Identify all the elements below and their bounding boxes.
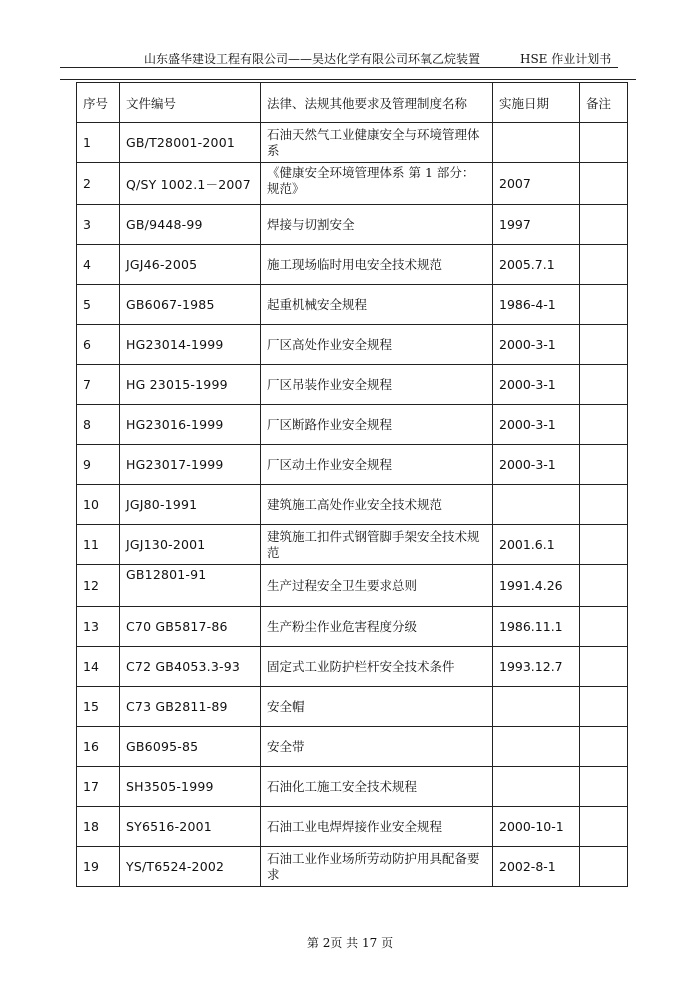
file-code: GB6067-1985 xyxy=(120,285,261,325)
row-number: 10 xyxy=(77,485,120,525)
column-header-regulation-name: 法律、法规其他要求及管理制度名称 xyxy=(261,83,493,123)
regulation-name: 施工现场临时用电安全技术规范 xyxy=(261,245,493,285)
table-row xyxy=(77,687,628,727)
row-number: 5 xyxy=(77,285,120,325)
file-code: GB12801-91 xyxy=(120,565,261,607)
regulation-name: 石油天然气工业健康安全与环境管理体系 xyxy=(261,123,493,163)
table-row xyxy=(77,163,628,205)
file-code: C70 GB5817-86 xyxy=(120,607,261,647)
row-number: 4 xyxy=(77,245,120,285)
effective-date xyxy=(493,687,580,727)
remark xyxy=(580,727,628,767)
table-row xyxy=(77,445,628,485)
page-header xyxy=(60,50,620,68)
effective-date: 2000-3-1 xyxy=(493,405,580,445)
table-header-row xyxy=(77,83,628,123)
remark xyxy=(580,687,628,727)
regulations-table xyxy=(76,82,628,887)
table-row xyxy=(77,123,628,163)
effective-date: 2002-8-1 xyxy=(493,847,580,887)
remark xyxy=(580,205,628,245)
row-number: 16 xyxy=(77,727,120,767)
remark xyxy=(580,847,628,887)
effective-date: 2000-3-1 xyxy=(493,365,580,405)
file-code: GB6095-85 xyxy=(120,727,261,767)
effective-date: 1986-4-1 xyxy=(493,285,580,325)
regulation-name: 石油工业作业场所劳动防护用具配备要求 xyxy=(261,847,493,887)
regulation-name: 起重机械安全规程 xyxy=(261,285,493,325)
table-row xyxy=(77,485,628,525)
file-code: Q/SY 1002.1－2007 xyxy=(120,163,261,205)
table-row xyxy=(77,767,628,807)
remark xyxy=(580,767,628,807)
header-company-project: 山东盛华建设工程有限公司——昊达化学有限公司环氧乙烷装置 xyxy=(144,52,481,66)
row-number: 17 xyxy=(77,767,120,807)
table-row xyxy=(77,325,628,365)
file-code: GB/T28001-2001 xyxy=(120,123,261,163)
remark xyxy=(580,485,628,525)
remark xyxy=(580,647,628,687)
row-number: 9 xyxy=(77,445,120,485)
remark xyxy=(580,807,628,847)
regulation-name: 固定式工业防护栏杆安全技术条件 xyxy=(261,647,493,687)
regulation-name: 生产粉尘作业危害程度分级 xyxy=(261,607,493,647)
table-row xyxy=(77,405,628,445)
table-row xyxy=(77,565,628,607)
file-code: C72 GB4053.3-93 xyxy=(120,647,261,687)
effective-date: 2005.7.1 xyxy=(493,245,580,285)
effective-date: 2001.6.1 xyxy=(493,525,580,565)
file-code: JGJ130-2001 xyxy=(120,525,261,565)
table-row xyxy=(77,807,628,847)
effective-date: 1991.4.26 xyxy=(493,565,580,607)
column-header-file-code: 文件编号 xyxy=(120,83,261,123)
remark xyxy=(580,163,628,205)
remark xyxy=(580,405,628,445)
regulation-name: 厂区断路作业安全规程 xyxy=(261,405,493,445)
file-code: JGJ80-1991 xyxy=(120,485,261,525)
regulation-name: 建筑施工扣件式钢管脚手架安全技术规范 xyxy=(261,525,493,565)
table-row xyxy=(77,205,628,245)
table-row xyxy=(77,245,628,285)
header-rule-secondary xyxy=(60,79,636,80)
regulation-name: 生产过程安全卫生要求总则 xyxy=(261,565,493,607)
file-code: JGJ46-2005 xyxy=(120,245,261,285)
table-row xyxy=(77,727,628,767)
remark xyxy=(580,245,628,285)
regulation-name: 建筑施工高处作业安全技术规范 xyxy=(261,485,493,525)
remark xyxy=(580,365,628,405)
row-number: 8 xyxy=(77,405,120,445)
table-row xyxy=(77,847,628,887)
file-code: YS/T6524-2002 xyxy=(120,847,261,887)
remark xyxy=(580,525,628,565)
row-number: 14 xyxy=(77,647,120,687)
file-code: HG 23015-1999 xyxy=(120,365,261,405)
row-number: 2 xyxy=(77,163,120,205)
regulation-name: 安全帽 xyxy=(261,687,493,727)
column-header-number: 序号 xyxy=(77,83,120,123)
column-header-effective-date: 实施日期 xyxy=(493,83,580,123)
remark xyxy=(580,285,628,325)
table-row xyxy=(77,647,628,687)
column-header-remark: 备注 xyxy=(580,83,628,123)
file-code: GB/9448-99 xyxy=(120,205,261,245)
regulation-name: 厂区吊装作业安全规程 xyxy=(261,365,493,405)
effective-date xyxy=(493,485,580,525)
effective-date xyxy=(493,727,580,767)
remark xyxy=(580,445,628,485)
file-code: HG23014-1999 xyxy=(120,325,261,365)
effective-date: 2007 xyxy=(493,163,580,205)
effective-date xyxy=(493,123,580,163)
regulation-name: 厂区动土作业安全规程 xyxy=(261,445,493,485)
header-document-title: HSE 作业计划书 xyxy=(520,52,612,66)
file-code: C73 GB2811-89 xyxy=(120,687,261,727)
row-number: 11 xyxy=(77,525,120,565)
file-code: HG23017-1999 xyxy=(120,445,261,485)
effective-date xyxy=(493,767,580,807)
effective-date: 2000-10-1 xyxy=(493,807,580,847)
table-row xyxy=(77,285,628,325)
row-number: 19 xyxy=(77,847,120,887)
row-number: 7 xyxy=(77,365,120,405)
regulation-name: 石油工业电焊焊接作业安全规程 xyxy=(261,807,493,847)
regulation-name: 焊接与切割安全 xyxy=(261,205,493,245)
row-number: 1 xyxy=(77,123,120,163)
effective-date: 1993.12.7 xyxy=(493,647,580,687)
regulation-name: 石油化工施工安全技术规程 xyxy=(261,767,493,807)
page-footer: 第 2页 共 17 页 xyxy=(306,936,394,950)
remark xyxy=(580,607,628,647)
regulation-name: 《健康安全环境管理体系 第 1 部分：规范》 xyxy=(261,163,493,205)
remark xyxy=(580,325,628,365)
table-row xyxy=(77,607,628,647)
row-number: 13 xyxy=(77,607,120,647)
row-number: 3 xyxy=(77,205,120,245)
header-rule xyxy=(60,67,618,68)
regulation-name: 安全带 xyxy=(261,727,493,767)
file-code: HG23016-1999 xyxy=(120,405,261,445)
effective-date: 2000-3-1 xyxy=(493,325,580,365)
row-number: 18 xyxy=(77,807,120,847)
remark xyxy=(580,565,628,607)
table-row xyxy=(77,365,628,405)
effective-date: 2000-3-1 xyxy=(493,445,580,485)
regulation-name: 厂区高处作业安全规程 xyxy=(261,325,493,365)
table-row xyxy=(77,525,628,565)
row-number: 15 xyxy=(77,687,120,727)
effective-date: 1997 xyxy=(493,205,580,245)
remark xyxy=(580,123,628,163)
row-number: 12 xyxy=(77,565,120,607)
effective-date: 1986.11.1 xyxy=(493,607,580,647)
file-code: SY6516-2001 xyxy=(120,807,261,847)
row-number: 6 xyxy=(77,325,120,365)
file-code: SH3505-1999 xyxy=(120,767,261,807)
